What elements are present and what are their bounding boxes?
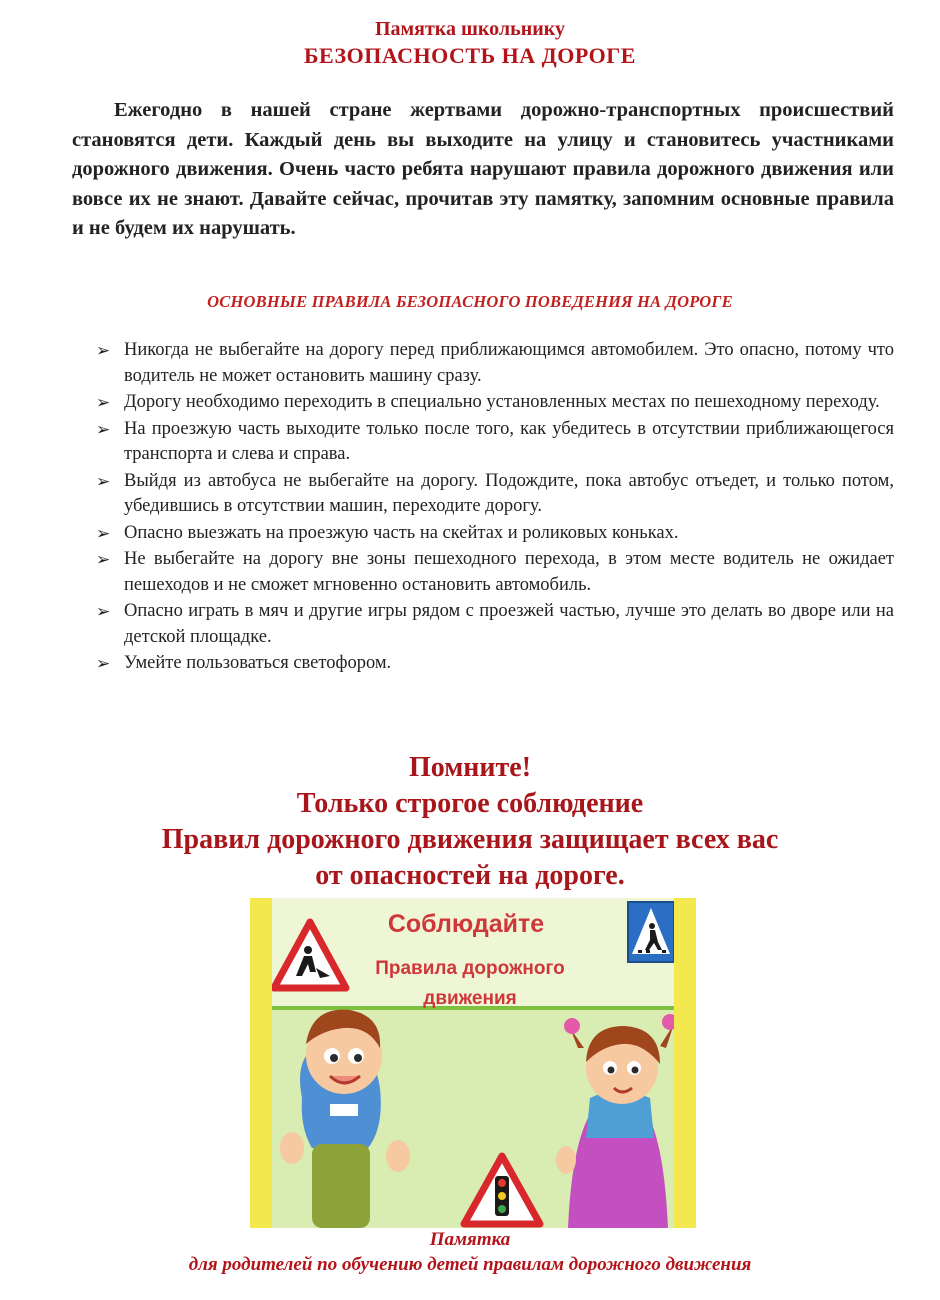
traffic-rules-banner [250,898,696,1228]
arrow-bullet-icon: ➢ [96,550,111,569]
boy-illustration [280,1010,410,1228]
footer-title: Памятка [429,1229,511,1250]
traffic-light-sign-icon [464,1156,540,1224]
girl-illustration [556,1014,674,1228]
remember-line: от опасностей на дороге. [315,860,625,891]
list-item [96,469,894,520]
rule-text: Не выбегайте на дорогу вне зоны пешеходного перехода, в этом месте водитель не ожидает пешеходов и не сможет мгновенно остановить автомобиль. [124,549,894,595]
banner-subtitle-2: движения [423,988,517,1009]
arrow-bullet-icon: ➢ [96,419,111,439]
list-item [96,338,894,389]
remember-block [0,750,940,894]
page-header [0,16,940,70]
rule-text: Дорогу необходимо переходить в специально установленных местах по пешеходному переходу. [124,392,880,412]
remember-line: Правил дорожного движения защищает всех вас [161,824,779,855]
rule-text: Опасно играть в мяч и другие игры рядом с проезжей частью, лучше это делать во дворе или на детской площадке. [124,601,894,647]
arrow-bullet-icon: ➢ [96,523,111,543]
rules-list [96,338,894,678]
arrow-bullet-icon: ➢ [96,341,111,360]
arrow-bullet-icon: ➢ [96,654,111,673]
arrow-bullet-icon: ➢ [96,393,111,412]
page-title: БЕЗОПАСНОСТЬ НА ДОРОГЕ [304,43,636,68]
list-item [96,390,894,416]
banner-subtitle: Правила дорожного [375,958,565,979]
list-item [96,651,894,677]
rule-text: Выйдя из автобуса не выбегайте на дорогу. Подождите, пока автобус отъедет, и только потом, убедившись в отсутствии машин, переходите дорогу. [124,470,894,516]
list-item [96,547,894,598]
banner-title: Соблюдайте [387,910,545,938]
page-footer [0,1228,940,1278]
intro-paragraph: Ежегодно в нашей стране жертвами дорожно-транспортных происшествий становятся дети. Каждый день вы выходите на улицу и становитесь участниками дорожного движения. Очень часто ребята нарушают правила дорожного движения или вовсе их не знают. Давайте сейчас, прочитав эту памятку, запомним основные правила и не будем их нарушать. [72,99,894,239]
remember-line: Только строгое соблюдение [296,788,644,819]
memo-subtitle: Памятка школьнику [374,18,565,40]
footer-subtitle: для родителей по обучению детей правилам дорожного движения [188,1254,752,1275]
rule-text: Опасно выезжать на проезжую часть на скейтах и роликовых коньках. [124,522,679,543]
remember-heading: Помните! [408,752,532,783]
arrow-bullet-icon: ➢ [96,471,111,491]
arrow-bullet-icon: ➢ [96,602,111,621]
list-item [96,417,894,468]
banner-illustration [272,898,674,1228]
rule-text: Никогда не выбегайте на дорогу перед приближающимся автомобилем. Это опасно, потому что водитель не может остановить машину сразу. [124,340,894,386]
list-item [96,599,894,650]
list-item [96,521,894,547]
rules-heading: ОСНОВНЫЕ ПРАВИЛА БЕЗОПАСНОГО ПОВЕДЕНИЯ НА ДОРОГЕ [207,292,733,311]
rule-text: На проезжую часть выходите только после того, как убедитесь в отсутствии приближающегося транспорта и слева и справа. [124,418,894,464]
rule-text: Умейте пользоваться светофором. [124,653,392,673]
pedestrian-crossing-sign-icon [628,902,674,962]
